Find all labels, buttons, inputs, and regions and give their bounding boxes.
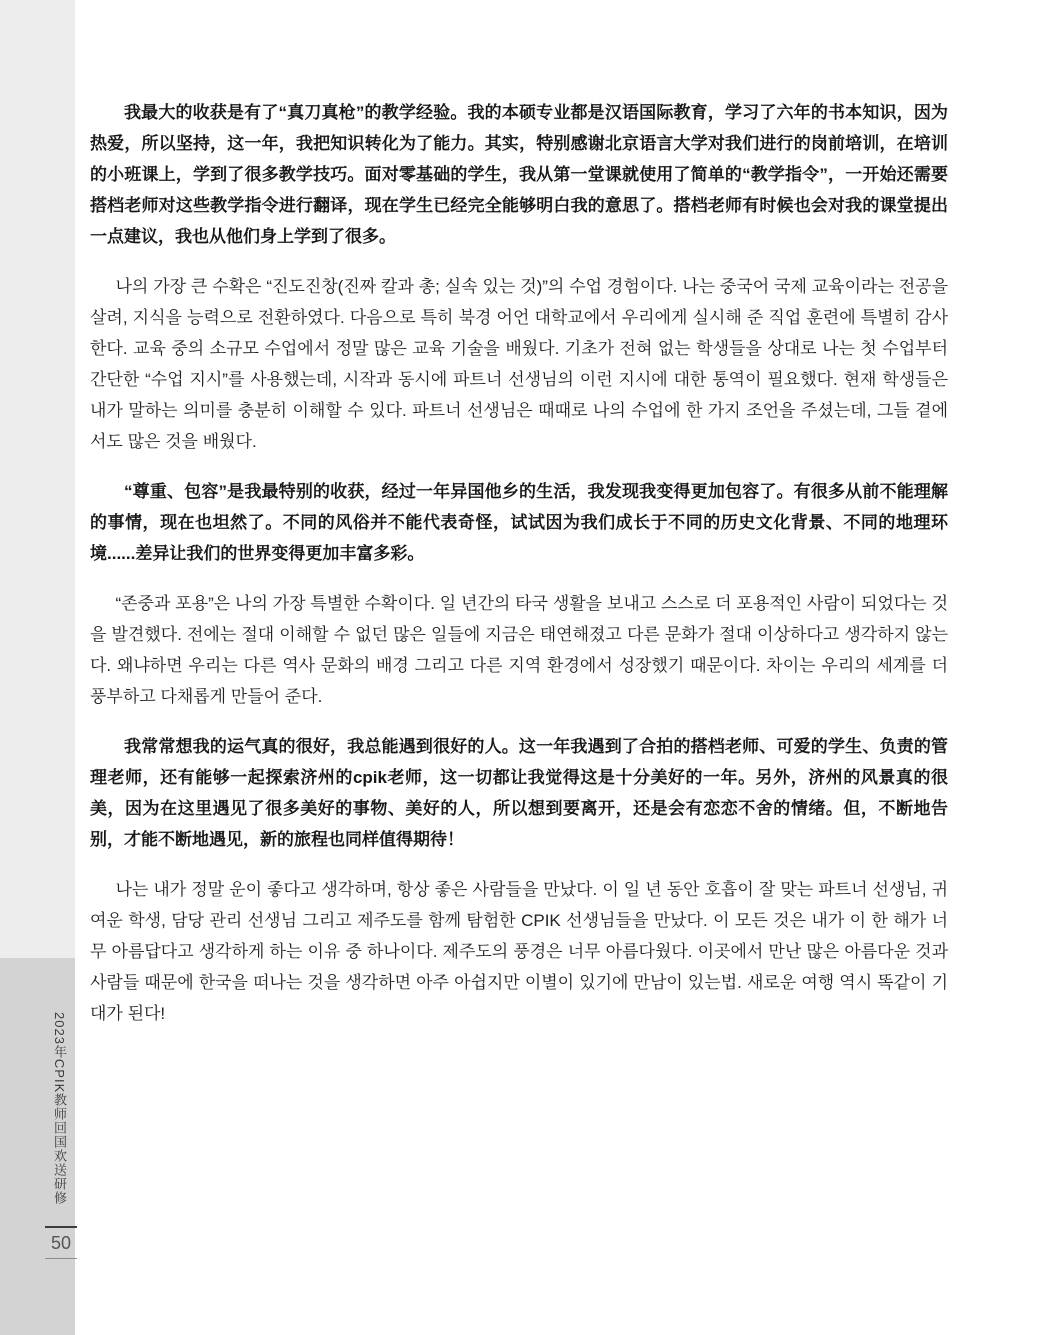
paragraph-korean-1: 나의 가장 큰 수확은 “진도진창(진짜 칼과 총; 실속 있는 것)”의 수업 경험이다. 나는 중국어 국제 교육이라는 전공을 살려, 지식을 능력으로 전환하였다. 다음으로 특히 북경 어언 대학교에서 우리에게 실시해 준 직업 훈련에 특별히 감사한다. 교육 중의 소규모 수업에서 정말 많은 교육 기술을 배웠다. 기초가 전혀 없는 학생들을 상대로 나는 첫 수업부터 간단한 “수업 지시”를 사용했는데, 시작과 동시에 파트너 선생님의 이런 지시에 대한 통역이 필요했다. 현재 학생들은 내가 말하는 의미를 충분히 이해할 수 있다. 파트너 선생님은 때때로 나의 수업에 한 가지 조언을 주셨는데, 그들 곁에서도 많은 것을 배웠다. bbox=[90, 277, 948, 451]
paragraph-chinese-1: 我最大的收获是有了“真刀真枪”的教学经验。我的本硕专业都是汉语国际教育，学习了六年的书本知识，因为热爱，所以坚持，这一年，我把知识转化为了能力。其实，特别感谢北京语言大学对我们进行的岗前培训，在培训的小班课上，学到了很多教学技巧。面对零基础的学生，我从第一堂课就使用了简单的“教学指令”，一开始还需要搭档老师对这些教学指令进行翻译，现在学生已经完全能够明白我的意思了。搭档老师有时候也会对我的课堂提出一点建议，我也从他们身上学到了很多。 bbox=[90, 103, 948, 246]
edition-vertical-title: 2023年CPIK教师回国欢送研修 bbox=[52, 1012, 67, 1206]
page-number-block bbox=[45, 1226, 77, 1259]
paragraph-korean-2: “존중과 포용”은 나의 가장 특별한 수확이다. 일 년간의 타국 생활을 보내고 스스로 더 포용적인 사람이 되었다는 것을 발견했다. 전에는 절대 이해할 수 없던 많은 일들에 지금은 태연해졌고 다른 문화가 절대 이상하다고 생각하지 않는다. 왜냐하면 우리는 다른 역사 문화의 배경 그리고 다른 지역 환경에서 성장했기 때문이다. 차이는 우리의 세계를 더 풍부하고 다채롭게 만들어 준다. bbox=[90, 594, 948, 706]
page-number-rule-bottom bbox=[45, 1258, 77, 1259]
page-number: 50 bbox=[50, 1233, 72, 1253]
paragraph-korean-3: 나는 내가 정말 운이 좋다고 생각하며, 항상 좋은 사람들을 만났다. 이 일 년 동안 호흡이 잘 맞는 파트너 선생님, 귀여운 학생, 담당 관리 선생님 그리고 제주도를 함께 탐험한 CPIK 선생님들을 만났다. 이 모든 것은 내가 이 한 해가 너무 아름답다고 생각하게 하는 이유 중 하나이다. 제주도의 풍경은 너무 아름다웠다. 이곳에서 만난 많은 아름다운 것과 사람들 때문에 한국을 떠나는 것을 생각하면 아주 아쉽지만 이별이 있기에 만남이 있는법. 새로운 여행 역시 똑같이 기대가 된다! bbox=[90, 880, 948, 1023]
article-body bbox=[90, 97, 948, 1048]
sidebar-bottom-strip bbox=[0, 958, 75, 1335]
paragraph-chinese-3: 我常常想我的运气真的很好，我总能遇到很好的人。这一年我遇到了合拍的搭档老师、可爱的学生、负责的管理老师，还有能够一起探索济州的cpik老师，这一切都让我觉得这是十分美好的一年。另外，济州的风景真的很美，因为在这里遇见了很多美好的事物、美好的人，所以想到要离开，还是会有恋恋不舍的情绪。但，不断地告别，才能不断地遇见，新的旅程也同样值得期待！ bbox=[90, 737, 948, 849]
paragraph-chinese-2: “尊重、包容”是我最特别的收获，经过一年异国他乡的生活，我发现我变得更加包容了。有很多从前不能理解的事情，现在也坦然了。不同的风俗并不能代表奇怪，试试因为我们成长于不同的历史文化背景、不同的地理环境......差异让我们的世界变得更加丰富多彩。 bbox=[90, 482, 948, 563]
sidebar-top-strip bbox=[0, 0, 75, 958]
